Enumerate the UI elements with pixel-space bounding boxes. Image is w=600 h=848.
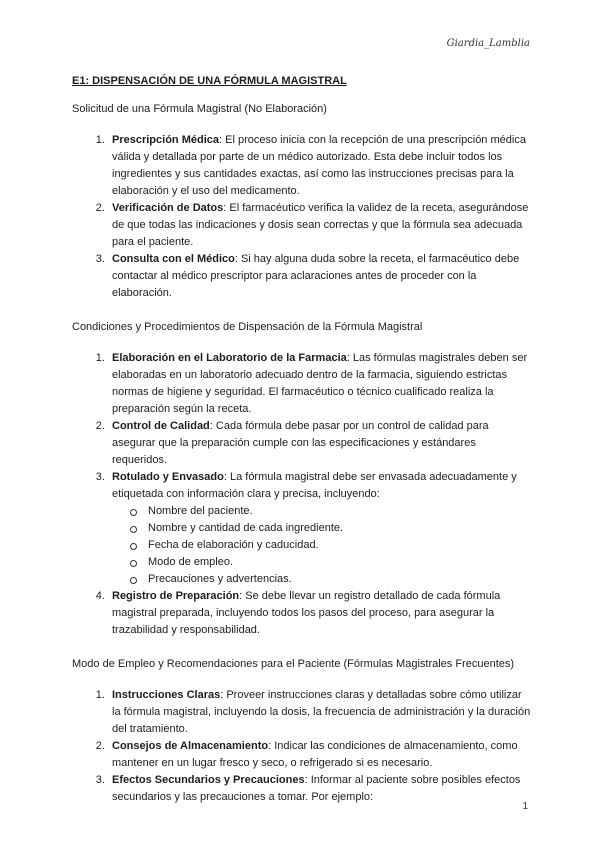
list-item (108, 132, 532, 200)
sublist-item: Nombre y cantidad de cada ingrediente. (130, 520, 532, 537)
numbered-list (72, 132, 532, 302)
item-term: Instrucciones Claras (112, 689, 221, 701)
item-text: : Cada fórmula debe pasar por un control de calidad para asegurar que la preparación cumple con las especificaciones y estándares requeridos. (112, 420, 489, 466)
sublist-item: Precauciones y advertencias. (130, 571, 532, 588)
list-item (108, 738, 532, 772)
item-text: : Se debe llevar un registro detallado de cada fórmula magistral preparada, incluyendo todos los pasos del proceso, para asegurar la trazabilidad y responsabilidad. (112, 590, 501, 636)
item-term: Consulta con el Médico (112, 253, 235, 265)
item-term: Verificación de Datos (112, 202, 224, 214)
section-heading: Modo de Empleo y Recomendaciones para el Paciente (Fórmulas Magistrales Frecuentes) (72, 658, 515, 670)
item-term: Registro de Preparación (112, 590, 240, 602)
list-item (108, 469, 532, 588)
item-text: : El farmacéutico verifica la validez de la receta, asegurándose de que todas las indicaciones y dosis sean correctas y que la fórmula sea adecuada para el paciente. (112, 202, 529, 248)
list-item (108, 588, 532, 639)
list-item (108, 350, 532, 418)
item-text: : Si hay alguna duda sobre la receta, el farmacéutico debe contactar al médico prescriptor para aclaraciones antes de proceder con la elaboración. (112, 253, 520, 299)
sublist-item: Nombre del paciente. (130, 503, 532, 520)
list-item (108, 200, 532, 251)
section-heading: Solicitud de una Fórmula Magistral (No Elaboración) (72, 103, 327, 115)
item-term: Rotulado y Envasado (112, 471, 224, 483)
item-term: Control de Calidad (112, 420, 210, 432)
item-term: Prescripción Médica (112, 134, 219, 146)
numbered-list (72, 350, 532, 639)
item-text: : Informar al paciente sobre posibles efectos secundarios y las precauciones a tomar. Por ejemplo: (112, 774, 521, 803)
item-text: : Indicar las condiciones de almacenamiento, como mantener en un lugar fresco y seco, o refrigerado si es necesario. (112, 740, 518, 769)
item-text: : Las fórmulas magistrales deben ser elaboradas en un laboratorio adecuado dentro de la farmacia, siguiendo estrictas normas de higiene y seguridad. El farmacéutico o técnico cualificado realiza la preparación según la receta. (112, 352, 528, 415)
list-item (108, 772, 532, 806)
sublist-item: Fecha de elaboración y caducidad. (130, 537, 532, 554)
item-term: Elaboración en el Laboratorio de la Farmacia (112, 352, 347, 364)
item-term: Efectos Secundarios y Precauciones (112, 774, 305, 786)
bullet-sublist (112, 503, 532, 588)
author-header: Giardia_Lamblia (446, 38, 530, 49)
document-body (72, 74, 532, 824)
document-title: E1: DISPENSACIÓN DE UNA FÓRMULA MAGISTRAL (72, 75, 347, 87)
list-item (108, 687, 532, 738)
item-text: : El proceso inicia con la recepción de una prescripción médica válida y detallada por parte de un médico autorizado. Esta debe incluir todos los ingredientes y sus cantidades exactas, así como las instrucciones precisas para la elaboración y el uso del medicamento. (112, 134, 526, 197)
item-term: Consejos de Almacenamiento (112, 740, 269, 752)
item-text: : La fórmula magistral debe ser envasada adecuadamente y etiquetada con información clara y precisa, incluyendo: (112, 471, 517, 500)
numbered-list (72, 687, 532, 806)
sublist-item: Modo de empleo. (130, 554, 532, 571)
list-item (108, 418, 532, 469)
list-item (108, 251, 532, 302)
page-number: 1 (522, 801, 528, 812)
section-heading: Condiciones y Procedimientos de Dispensación de la Fórmula Magistral (72, 321, 423, 333)
item-text: : Proveer instrucciones claras y detalladas sobre cómo utilizar la fórmula magistral, incluyendo la dosis, la frecuencia de administración y la duración del tratamiento. (112, 689, 531, 735)
